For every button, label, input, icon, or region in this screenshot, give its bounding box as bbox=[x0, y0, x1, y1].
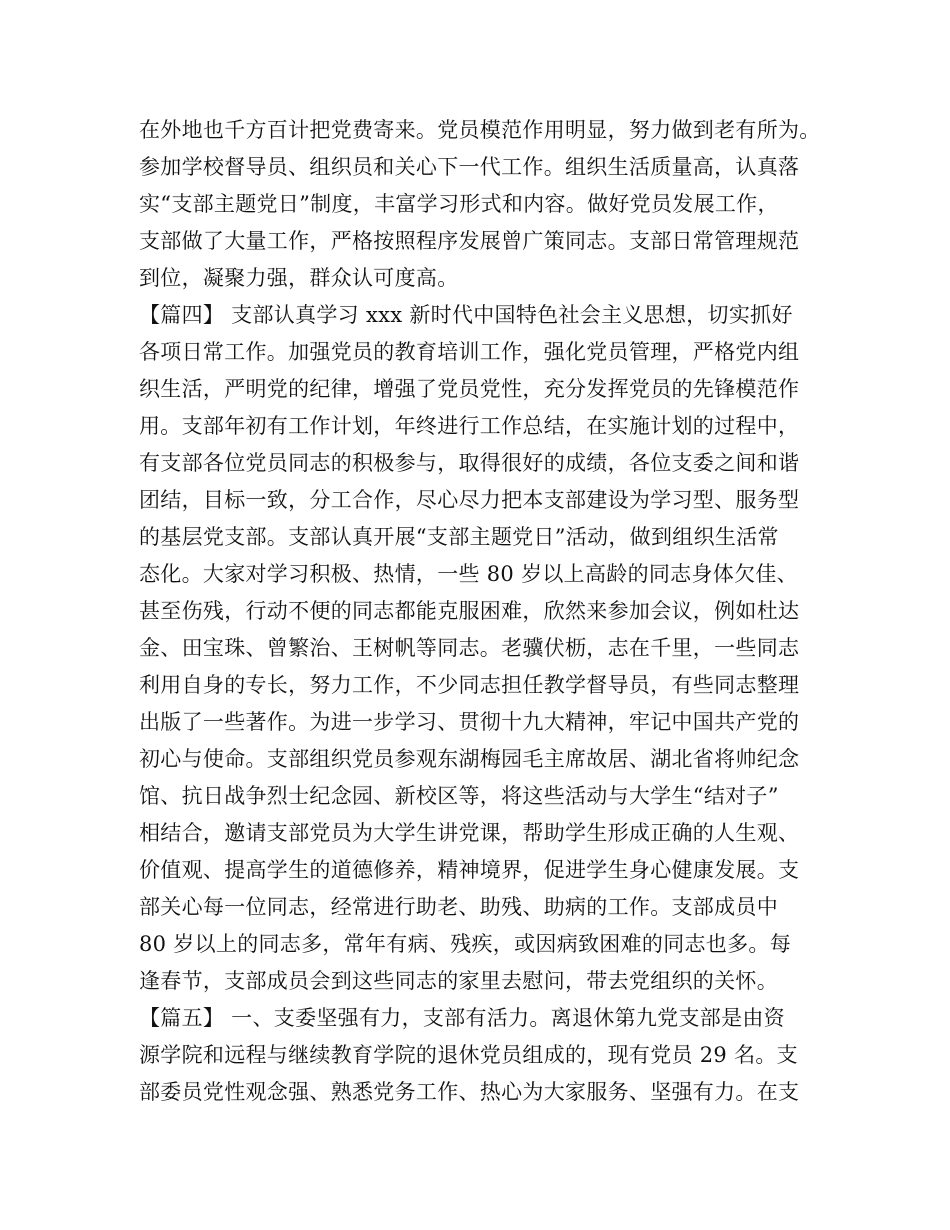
text-line: 出版了一些著作。为进一步学习、贯彻十九大精神，牢记中国共产党的 bbox=[139, 710, 800, 734]
text-line: 有支部各位党员同志的积极参与，取得很好的成绩，各位支委之间和谐 bbox=[139, 451, 800, 475]
text-line: 馆、抗日战争烈士纪念园、新校区等，将这些活动与大学生“结对子” bbox=[139, 784, 779, 808]
text-line: 参加学校督导员、组织员和关心下一代工作。组织生活质量高，认真落 bbox=[139, 155, 800, 179]
text-line: 部关心每一位同志，经常进行助老、助残、助病的工作。支部成员中 bbox=[139, 895, 778, 919]
text-line: 初心与使命。支部组织党员参观东湖梅园毛主席故居、湖北省将帅纪念 bbox=[139, 747, 800, 771]
text-line: 利用自身的专长，努力工作，不少同志担任教学督导员，有些同志整理 bbox=[139, 673, 800, 697]
text-line: 价值观、提高学生的道德修养，精神境界，促进学生身心健康发展。支 bbox=[139, 858, 800, 882]
text-line: 相结合，邀请支部党员为大学生讲党课，帮助学生形成正确的人生观、 bbox=[139, 821, 800, 845]
text-line: 部委员党性观念强、熟悉党务工作、热心为大家服务、坚强有力。在支 bbox=[139, 1080, 800, 1104]
text-line: 团结，目标一致，分工合作，尽心尽力把本支部建设为学习型、服务型 bbox=[139, 488, 800, 512]
text-line: 在外地也千方百计把党费寄来。党员模范作用明显，努力做到老有所为。 bbox=[139, 118, 821, 142]
text-line: 逢春节，支部成员会到这些同志的家里去慰问，带去党组织的关怀。 bbox=[139, 969, 778, 993]
text-line: 支部做了大量工作，严格按照程序发展曾广策同志。支部日常管理规范 bbox=[139, 229, 800, 253]
text-line: 80 岁以上的同志多，常年有病、残疾，或因病致困难的同志也多。每 bbox=[139, 932, 791, 956]
text-line: 源学院和远程与继续教育学院的退休党员组成的，现有党员 29 名。支 bbox=[139, 1043, 798, 1067]
text-line: 金、田宝珠、曾繁治、王树帆等同志。老骥伏枥，志在千里，一些同志 bbox=[139, 636, 800, 660]
text-line: 甚至伤残，行动不便的同志都能克服困难，欣然来参加会议，例如杜达 bbox=[139, 599, 800, 623]
text-line: 实“支部主题党日”制度，丰富学习形式和内容。做好党员发展工作， bbox=[139, 192, 779, 216]
text-line: 各项日常工作。加强党员的教育培训工作，强化党员管理，严格党内组 bbox=[139, 340, 800, 364]
text-line: 用。支部年初有工作计划，年终进行工作总结，在实施计划的过程中， bbox=[139, 414, 800, 438]
text-line: 到位，凝聚力强，群众认可度高。 bbox=[139, 266, 459, 290]
section-heading-line: 【篇五】 一、支委坚强有力，支部有活力。离退休第九党支部是由资 bbox=[139, 1006, 785, 1030]
text-line: 织生活，严明党的纪律，增强了党员党性，充分发挥党员的先锋模范作 bbox=[139, 377, 800, 401]
text-line: 态化。大家对学习积极、热情，一些 80 岁以上高龄的同志身体欠佳、 bbox=[139, 562, 798, 586]
section-heading-line: 【篇四】 支部认真学习 xxx 新时代中国特色社会主义思想，切实抓好 bbox=[139, 303, 793, 327]
text-line: 的基层党支部。支部认真开展“支部主题党日”活动，做到组织生活常 bbox=[139, 525, 779, 549]
